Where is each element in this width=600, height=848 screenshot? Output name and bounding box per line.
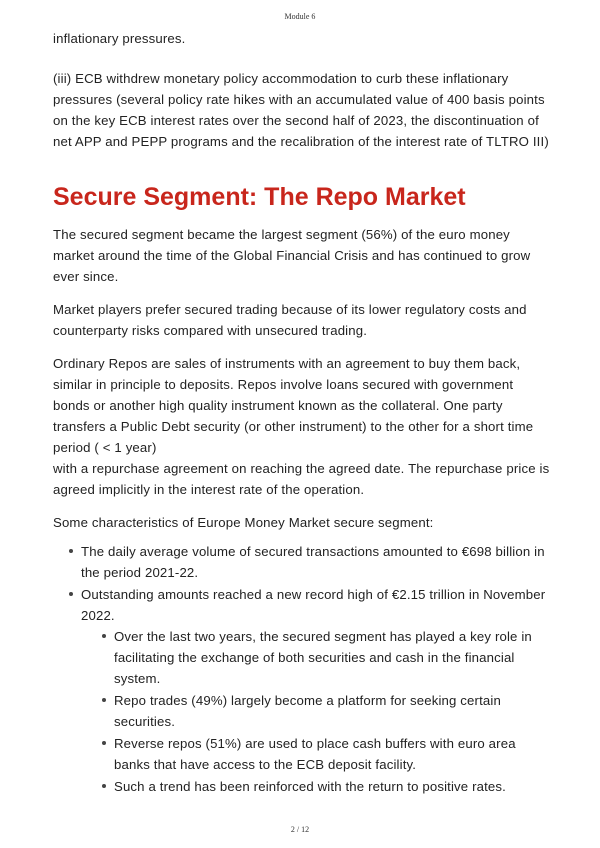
characteristics-list	[53, 541, 553, 797]
sub-list-item-text: Such a trend has been reinforced with the return to positive rates.	[114, 779, 506, 794]
list-item	[81, 584, 553, 797]
page-header: Module 6	[284, 12, 316, 21]
sub-list	[81, 626, 553, 797]
sub-list-item	[114, 690, 553, 732]
sub-list-item	[114, 626, 553, 689]
list-item	[81, 541, 553, 583]
paragraph-ordinary-repos: Ordinary Repos are sales of instruments with an agreement to buy them back, similar in principle to deposits. Repos involve loans secured with government bonds or another high quality instrument known as the collateral. One party transfers a Public Debt security (or other instrument) to the other for a short time period ( < 1 year)	[53, 356, 534, 455]
sub-list-item-text: Reverse repos (51%) are used to place cash buffers with euro area banks that have access to the ECB deposit facility.	[114, 736, 516, 772]
bullet-dot-icon	[102, 698, 106, 702]
bullet-dot-icon	[69, 592, 73, 596]
sub-list-item-text: Repo trades (49%) largely become a platform for seeking certain securities.	[114, 693, 501, 729]
intro-continuation: inflationary pressures.	[53, 31, 186, 46]
page-number: 2 / 12	[290, 825, 310, 834]
paragraph-repurchase: with a repurchase agreement on reaching the agreed date. The repurchase price is agreed implicitly in the interest rate of the operation.	[53, 461, 550, 497]
bullet-dot-icon	[102, 634, 106, 638]
sub-list-item	[114, 733, 553, 775]
sub-list-item-text: Over the last two years, the secured segment has played a key role in facilitating the exchange of both securities and cash in the financial system.	[114, 629, 532, 686]
paragraph-characteristics-intro: Some characteristics of Europe Money Market secure segment:	[53, 515, 434, 530]
paragraph-market-players: Market players prefer secured trading because of its lower regulatory costs and counterparty risks compared with unsecured trading.	[53, 302, 527, 338]
intro-item-iii: (iii) ECB withdrew monetary policy accommodation to curb these inflationary pressures (several policy rate hikes with an accumulated value of 400 basis points on the key ECB interest rates over the second half of 2023, the discontinuation of net APP and PEPP programs and the recalibration of the interest rate of TLTRO III)	[53, 71, 549, 149]
bullet-dot-icon	[102, 741, 106, 745]
paragraph-secured-segment: The secured segment became the largest segment (56%) of the euro money market around the time of the Global Financial Crisis and has continued to grow ever since.	[53, 227, 531, 284]
sub-list-item	[114, 776, 553, 797]
bullet-dot-icon	[102, 784, 106, 788]
bullet-dot-icon	[69, 549, 73, 553]
section-heading: Secure Segment: The Repo Market	[53, 183, 466, 211]
document-body	[53, 28, 553, 798]
list-item-text: The daily average volume of secured transactions amounted to €698 billion in the period 2021-22.	[81, 544, 545, 580]
list-item-text: Outstanding amounts reached a new record high of €2.15 trillion in November 2022.	[81, 587, 546, 623]
